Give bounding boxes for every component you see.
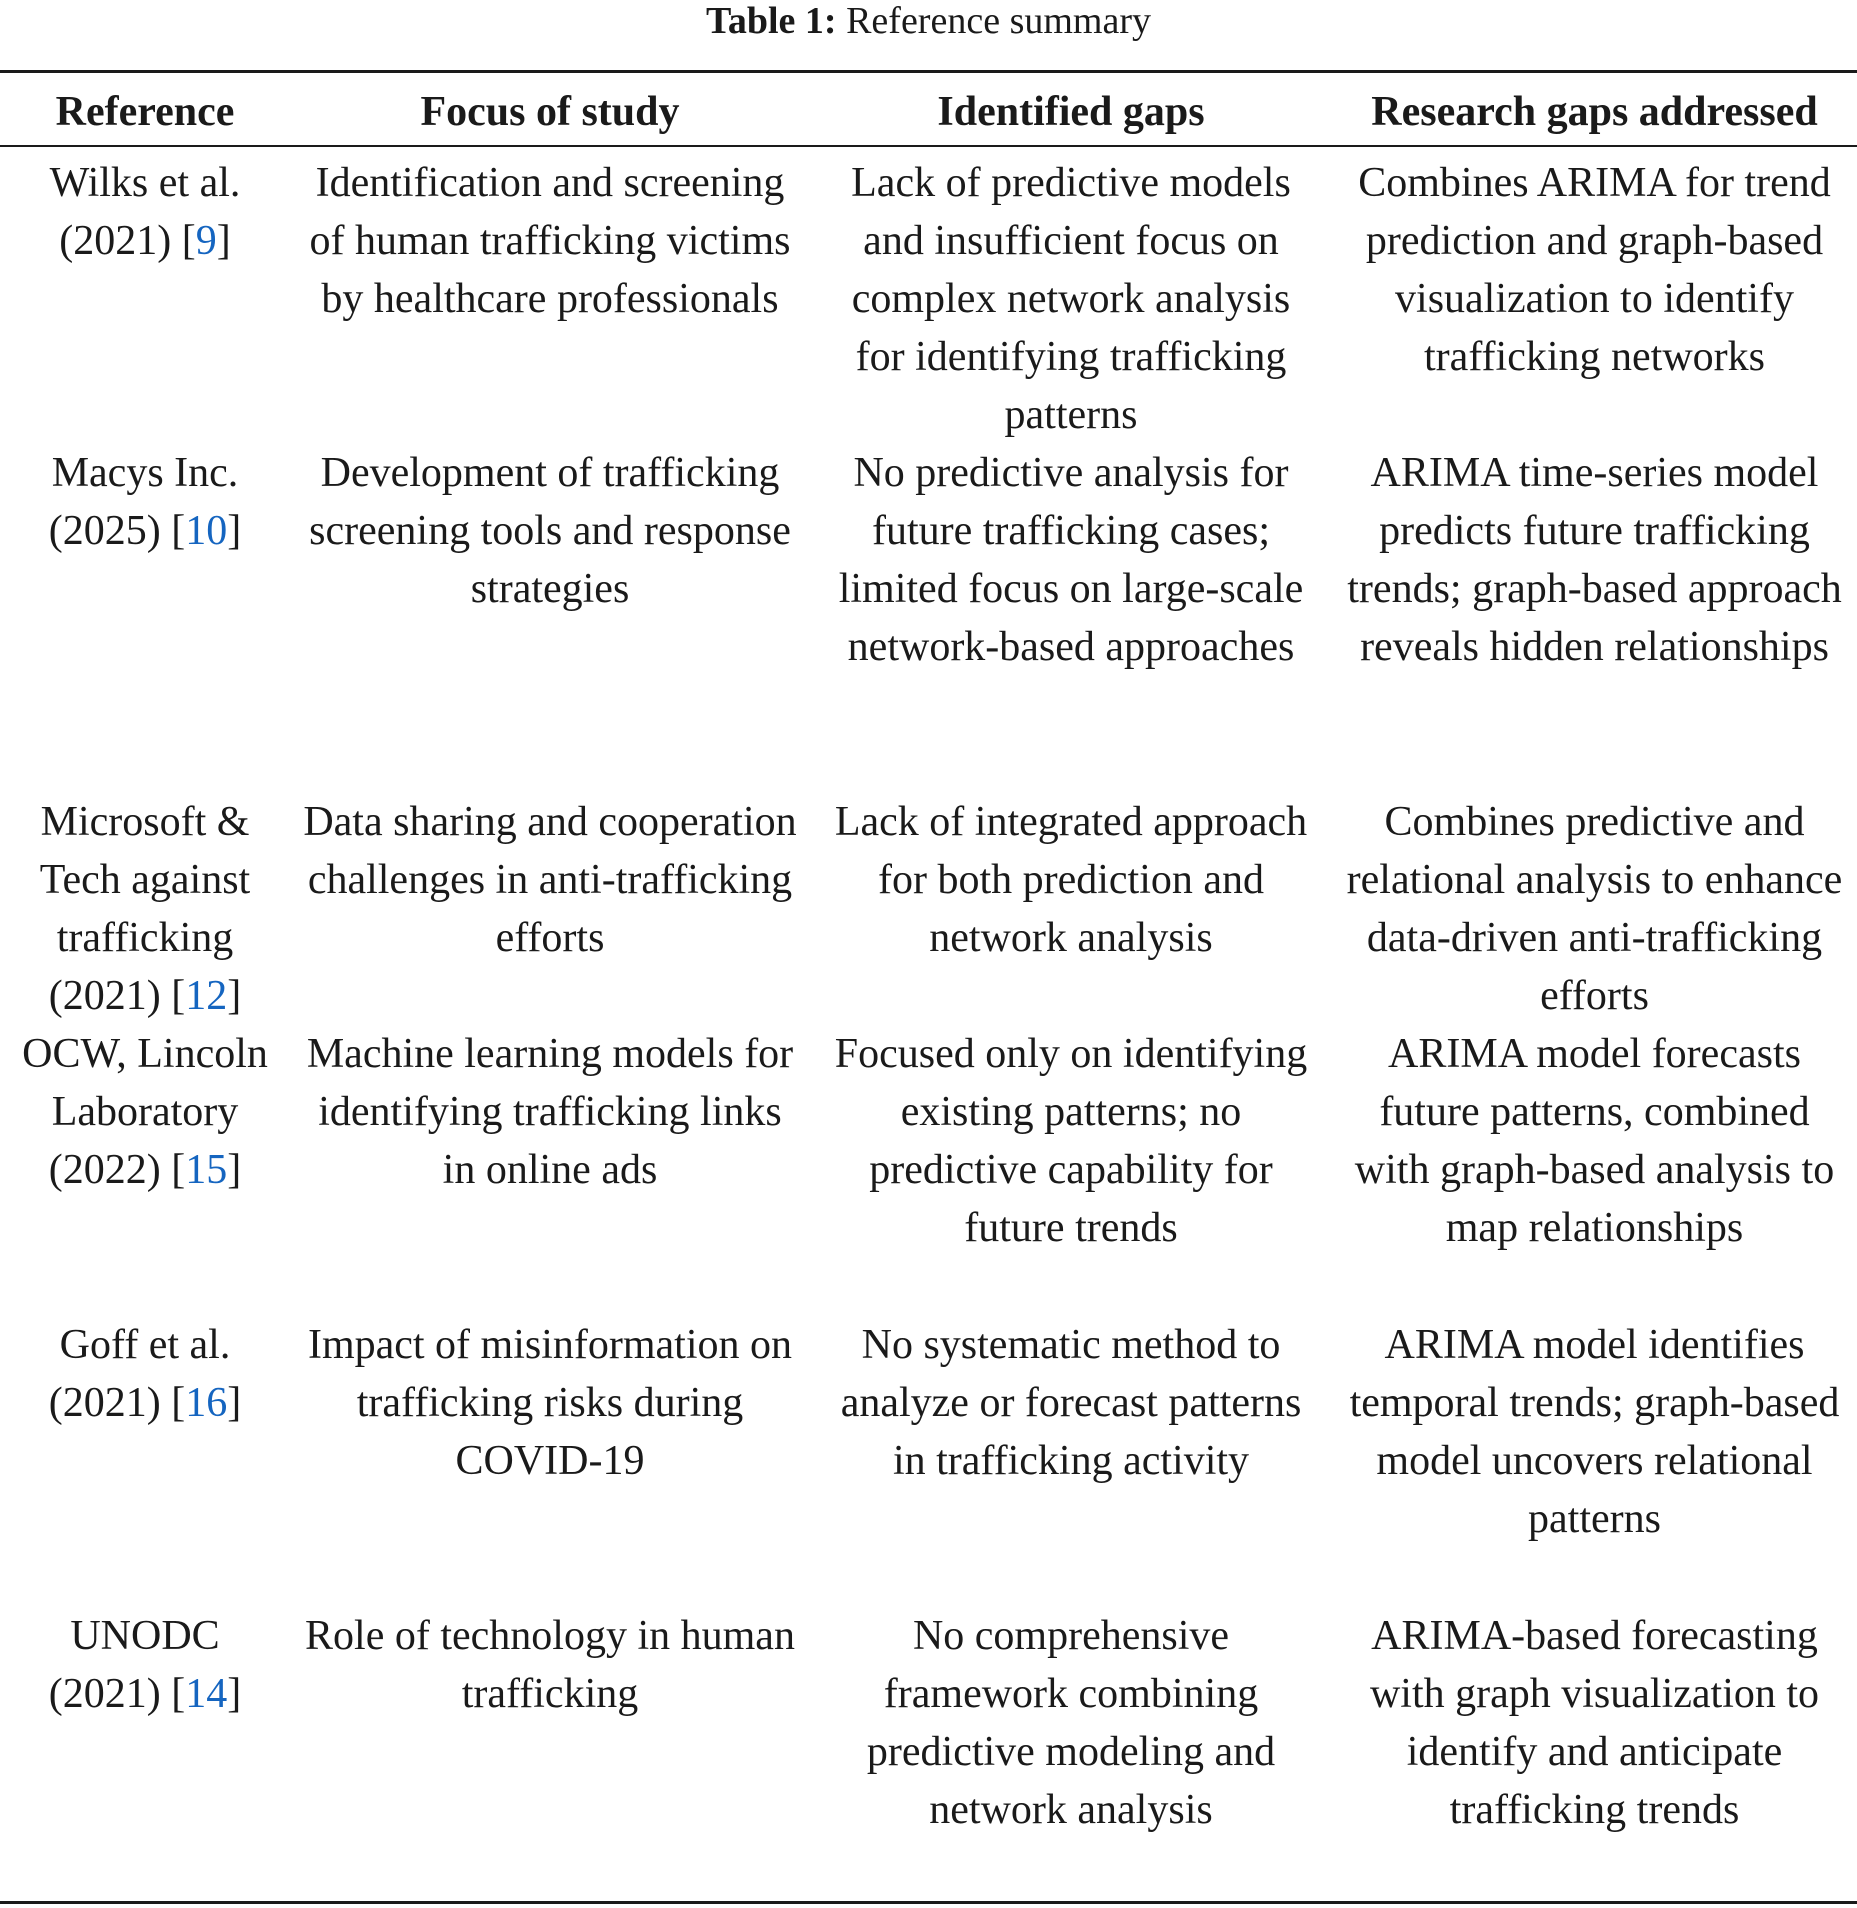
table-header-row (0, 84, 1857, 140)
reference-text: Goff et al. (2021) (48, 1322, 231, 1426)
gaps-cell: No systematic method to analyze or forecast patterns in trafficking activity (840, 1322, 1302, 1484)
reference-cell: Wilks et al. (2021) [9] (49, 160, 241, 264)
addressed-cell: ARIMA-based forecasting with graph visualization to identify and anticipate trafficking trends (1369, 1613, 1820, 1833)
focus-cell: Role of technology in human trafficking (305, 1613, 795, 1717)
header-focus-of-study: Focus of study (420, 89, 680, 135)
header-rule (0, 145, 1857, 147)
gaps-cell: Lack of predictive models and insufficient focus on complex network analysis for identifying trafficking patterns (851, 160, 1291, 438)
gaps-cell: Focused only on identifying existing patterns; no predictive capability for future trends (834, 1031, 1308, 1251)
citation-link[interactable]: 10 (185, 508, 228, 554)
reference-cell: Macys Inc. (2025) [10] (48, 450, 242, 554)
citation-link[interactable]: 12 (185, 973, 228, 1019)
table-caption (0, 0, 1857, 42)
header-research-gaps-addressed: Research gaps addressed (1371, 89, 1818, 135)
reference-cell: Goff et al. (2021) [16] (48, 1322, 242, 1426)
reference-cell: UNODC (2021) [14] (48, 1613, 242, 1717)
top-rule (0, 70, 1857, 73)
addressed-cell: ARIMA model identifies temporal trends; graph-based model uncovers relational patterns (1349, 1322, 1840, 1542)
focus-cell: Machine learning models for identifying trafficking links in online ads (306, 1031, 794, 1193)
reference-cell: OCW, Lincoln Laboratory (2022) [15] (22, 1031, 268, 1193)
citation-link[interactable]: 16 (185, 1380, 228, 1426)
reference-cell: Microsoft & Tech against trafficking (2021) [12] (39, 799, 251, 1019)
gaps-cell: No predictive analysis for future trafficking cases; limited focus on large-scale network-based approaches (838, 450, 1304, 670)
addressed-cell: Combines ARIMA for trend prediction and graph-based visualization to identify trafficking networks (1358, 160, 1831, 380)
reference-text: OCW, Lincoln Laboratory (2022) (22, 1031, 268, 1193)
gaps-cell: No comprehensive framework combining predictive modeling and network analysis (866, 1613, 1276, 1833)
header-identified-gaps: Identified gaps (937, 89, 1205, 135)
reference-text: Macys Inc. (2025) (48, 450, 239, 554)
citation-link[interactable]: 15 (185, 1147, 228, 1193)
focus-cell: Identification and screening of human trafficking victims by healthcare professionals (309, 160, 791, 322)
gaps-cell: Lack of integrated approach for both prediction and network analysis (834, 799, 1308, 961)
addressed-cell: ARIMA model forecasts future patterns, combined with graph-based analysis to map relationships (1354, 1031, 1835, 1251)
reference-text: Wilks et al. (2021) (49, 160, 241, 264)
addressed-cell: ARIMA time-series model predicts future trafficking trends; graph-based approach reveals hidden relationships (1347, 450, 1842, 670)
caption-label: Table 1: (706, 0, 837, 42)
header-reference: Reference (55, 89, 235, 135)
addressed-cell: Combines predictive and relational analysis to enhance data-driven anti-trafficking efforts (1346, 799, 1843, 1019)
focus-cell: Data sharing and cooperation challenges in anti-trafficking efforts (303, 799, 797, 961)
focus-cell: Impact of misinformation on trafficking risks during COVID-19 (307, 1322, 793, 1484)
reference-text: UNODC (2021) (48, 1613, 220, 1717)
focus-cell: Development of trafficking screening tools and response strategies (309, 450, 791, 612)
caption-text: Reference summary (846, 0, 1151, 42)
citation-link[interactable]: 9 (195, 218, 217, 264)
bottom-rule (0, 1901, 1857, 1904)
citation-link[interactable]: 14 (185, 1671, 228, 1717)
reference-text: Microsoft & Tech against trafficking (2021) (39, 799, 251, 1019)
